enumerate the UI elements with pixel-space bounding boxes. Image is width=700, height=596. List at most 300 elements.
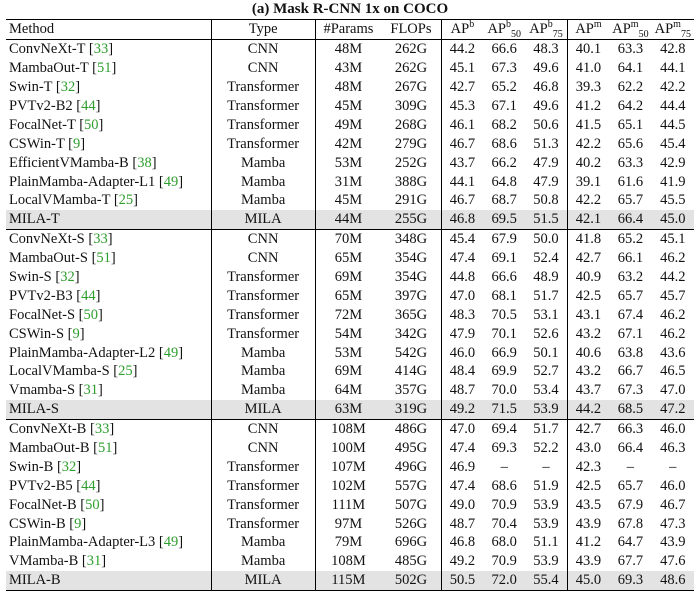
ap-b75-cell: 46.8 [533,79,559,96]
ap-b-cell: 49.0 [441,495,483,514]
method-cell: ConvNeXt-B [33] [6,419,211,438]
ap-b75-cell: 53.1 [533,306,559,323]
ap-b-cell: 44.1 [441,172,483,191]
ap-m50-cell: 66.3 [609,419,651,438]
ap-b50-cell: – [500,458,508,475]
method-cell: Swin-T [32] [9,79,81,96]
flops-cell: 485G [394,553,428,570]
type-cell: CNN [211,39,315,58]
ap-m50-cell: 65.6 [617,135,644,152]
flops-cell: 502G [381,571,441,590]
ap-m75-cell: 42.2 [660,79,686,96]
method-name: ConvNeXt-S [9,231,85,248]
ap-m-cell: 40.9 [567,268,609,287]
method-cell: CSWin-B [9] [9,515,87,532]
ap-m75-cell: 44.5 [660,116,686,133]
header-method: Method [6,20,211,40]
flops-cell: 557G [394,477,428,494]
method-name: LocalVMamba-T [9,192,111,209]
ap-m75-cell: 42.8 [660,41,686,58]
citation-link[interactable]: 49 [163,344,179,361]
ap-b75-cell: 53.9 [533,515,559,532]
ap-m75-cell: 47.0 [660,382,686,399]
flops-cell: 486G [381,419,441,438]
type-cell: MILA [211,400,315,419]
method-name: VMamba-B [9,553,79,570]
flops-cell: 397G [394,287,428,304]
header-ap-m75: $AP^m_{75}$ [652,20,694,40]
ap-b75-cell: 53.4 [533,382,559,399]
citation-link[interactable]: 9 [72,325,80,342]
method-name: Swin-S [9,269,52,286]
params-cell: 108M [315,419,381,438]
ap-b75-cell: 48.3 [533,41,559,58]
citation-link[interactable]: 50 [85,496,100,513]
type-cell: CNN [211,59,315,78]
method-cell: EfficientVMamba-B [38] [9,154,157,171]
ap-m75-cell: 41.9 [660,173,686,190]
ap-b-cell: 47.4 [441,476,483,495]
method-cell: FocalNet-B [50] [9,496,105,513]
header-ap-b75: $AP^b_{75}$ [525,20,567,40]
method-name: EfficientVMamba-B [9,154,129,171]
ap-b75-cell: 52.7 [533,363,559,380]
citation-link[interactable]: 33 [94,421,110,438]
ap-b50-cell: 66.6 [491,269,517,286]
table-row [6,39,694,58]
ap-b50-cell: 66.9 [491,344,517,361]
ap-m-cell: 40.6 [567,343,609,362]
type-cell: Transformer [211,78,315,97]
citation-link[interactable]: 50 [84,116,99,133]
ap-b-cell: 47.4 [441,439,483,458]
ap-m50-cell: 65.7 [617,192,644,209]
flops-cell: 291G [394,192,428,209]
ap-m75-cell: 42.9 [660,154,686,171]
citation-link[interactable]: 25 [118,363,133,380]
results-table [6,19,694,591]
method-cell: LocalVMamba-T [25] [9,192,139,209]
type-cell: Mamba [211,533,315,552]
table-row [6,439,694,458]
ap-m50-cell: 63.2 [617,269,644,286]
ap-m-cell: 42.7 [567,249,609,268]
ap-b50-cell: 70.9 [491,553,517,570]
method-cell: PVTv2-B2 [44] [9,98,101,114]
flops-cell: 354G [394,269,428,286]
citation-link[interactable]: 50 [83,306,99,323]
params-cell: 69M [315,268,381,287]
citation-link[interactable]: 32 [60,269,75,286]
ap-m-cell: 45.0 [567,571,609,590]
ap-b-cell: 48.3 [441,305,483,324]
ap-b-cell: 46.8 [441,210,483,229]
citation-link[interactable]: 25 [118,192,134,209]
ap-m50-cell: 67.7 [617,553,644,570]
type-cell: Mamba [211,191,315,210]
citation-link[interactable]: 51 [98,440,113,457]
params-cell: 111M [315,495,381,514]
method-cell: Swin-B [32] [9,458,82,475]
method-name: CSWin-B [9,515,66,532]
ap-b75-cell: 52.4 [533,250,559,267]
flops-cell: 279G [394,135,428,152]
method-cell: ConvNeXt-S [33] [6,229,211,248]
ap-m-cell: 41.8 [567,229,609,248]
ap-b75-cell: 53.9 [525,400,567,419]
table-row [6,400,694,419]
method-cell: CSWin-S [9] [9,325,85,342]
header-flops: FLOPs [381,20,441,40]
citation-link[interactable]: 32 [61,458,77,475]
table-row [6,97,694,116]
ap-b-cell: 47.0 [441,286,483,305]
ap-m-cell: 39.3 [567,78,609,97]
type-cell: Transformer [211,286,315,305]
method-cell: LocalVMamba-S [25] [9,363,138,380]
ap-b50-cell: 72.0 [483,571,525,590]
ap-m-cell: 42.7 [567,419,609,438]
table-row [6,419,694,438]
table-row [6,134,694,153]
header-type: Type [211,20,315,40]
ap-m75-cell: 46.0 [660,477,686,494]
type-cell: MILA [211,571,315,590]
flops-cell: 496G [394,458,428,475]
citation-link[interactable]: 9 [73,135,81,152]
params-cell: 64M [315,381,381,400]
citation-link[interactable]: 32 [60,79,76,96]
table-row [6,191,694,210]
method-cell: PlainMamba-Adapter-L3 [49] [9,534,184,551]
params-cell: 100M [315,439,381,458]
ap-m-cell: 42.2 [567,134,609,153]
header-ap-m50: $AP^m_{50}$ [609,20,651,40]
citation-link[interactable]: 31 [86,553,102,570]
flops-cell: 309G [394,98,428,114]
type-cell: Transformer [211,324,315,343]
flops-cell: 255G [381,210,441,229]
type-cell: Mamba [211,172,315,191]
citation-link[interactable]: 31 [83,382,99,399]
ap-b50-cell: 70.0 [491,382,517,399]
table-row [6,343,694,362]
header-ap-m: $AP^m$ [567,20,609,40]
type-cell: Transformer [211,268,315,287]
ap-b75-cell: 49.6 [533,98,559,114]
ap-m75-cell: 48.6 [652,571,694,590]
ap-b50-cell: 65.2 [491,79,517,96]
table-row [6,78,694,97]
ap-b50-cell: 70.4 [491,515,517,532]
type-cell: Transformer [211,457,315,476]
ap-b50-cell: 69.4 [483,419,525,438]
type-cell: Transformer [211,115,315,134]
ap-m75-cell: 46.3 [660,440,686,457]
ap-m75-cell: 47.6 [660,553,686,570]
method-name: MILA-B [9,572,61,589]
ap-m50-cell: 66.1 [617,250,644,267]
ap-m-cell: 43.9 [567,514,609,533]
ap-b75-cell: 49.6 [533,60,559,77]
citation-link[interactable]: 51 [96,250,111,267]
params-cell: 45M [315,191,381,210]
ap-b-cell: 46.8 [441,533,483,552]
ap-b75-cell: 51.5 [525,210,567,229]
ap-m-cell: 39.1 [567,172,609,191]
type-cell: CNN [211,439,315,458]
ap-m50-cell: 67.8 [617,515,644,532]
method-cell: VMamba-B [31] [9,553,107,570]
flops-cell: 507G [394,496,428,513]
table-row [6,552,694,571]
table-row [6,115,694,134]
ap-b50-cell: 68.7 [491,192,517,209]
citation-link[interactable]: 49 [163,534,179,551]
params-cell: 45M [315,97,381,116]
table-row [6,476,694,495]
ap-m75-cell: 44.2 [660,269,686,286]
method-cell: ConvNeXt-T [33] [9,41,114,58]
method-cell [6,210,211,229]
ap-m-cell: 40.2 [567,153,609,172]
ap-b-cell: 48.7 [441,514,483,533]
params-cell: 102M [315,476,381,495]
params-cell: 42M [315,134,381,153]
header-ap-b: $AP^b$ [441,20,483,40]
ap-m50-cell: 63.8 [617,344,644,361]
citation-link[interactable]: 9 [74,515,82,532]
ap-b50-cell: 68.2 [491,116,517,133]
ap-m75-cell: 44.4 [660,98,686,114]
citation-link[interactable]: 44 [81,287,96,304]
ap-b75-cell: 53.9 [533,496,559,513]
flops-cell: 495G [394,440,428,457]
method-name: PlainMamba-Adapter-L3 [9,534,156,551]
ap-m50-cell: 65.7 [617,287,644,304]
citation-link[interactable]: 33 [93,231,108,248]
ap-b50-cell: 68.0 [491,534,517,551]
params-cell: 43M [315,59,381,78]
method-name: FocalNet-T [9,116,76,133]
flops-cell: 526G [394,515,428,532]
flops-cell: 342G [394,325,428,342]
ap-m-cell: 43.7 [567,381,609,400]
ap-b50-cell: 67.1 [491,98,517,114]
ap-b50-cell: 69.9 [491,363,517,380]
ap-b-cell: 47.4 [441,249,483,268]
method-cell: PVTv2-B5 [44] [9,477,101,494]
ap-m50-cell: 61.6 [617,173,644,190]
ap-b-cell: 46.0 [441,343,483,362]
params-cell: 53M [315,343,381,362]
citation-link[interactable]: 44 [81,98,96,114]
ap-b75-cell: 52.2 [533,440,559,457]
ap-b75-cell: 55.4 [525,571,567,590]
ap-m50-cell: 64.2 [617,98,644,114]
method-name: PlainMamba-Adapter-L1 [9,173,156,190]
ap-b75-cell: 50.0 [525,229,567,248]
method-cell: Vmamba-S [31] [9,382,103,399]
method-cell: MambaOut-T [51] [9,60,117,77]
ap-b50-cell: 64.8 [491,173,517,190]
ap-b50-cell: 68.6 [491,477,517,494]
method-name: FocalNet-S [9,306,76,323]
method-name: PVTv2-B5 [9,477,73,494]
citation-link[interactable]: 33 [93,41,109,58]
params-cell: 54M [315,324,381,343]
ap-b50-cell: 69.3 [491,440,517,457]
method-name: MambaOut-T [9,60,89,77]
citation-link[interactable]: 44 [81,477,96,494]
ap-b-cell: 47.9 [441,324,483,343]
type-cell: MILA [211,210,315,229]
ap-m75-cell: 45.0 [652,210,694,229]
table-row [6,249,694,268]
ap-m75-cell: 44.1 [660,60,686,77]
method-cell: PlainMamba-Adapter-L1 [49] [9,173,184,190]
method-name: MambaOut-B [9,440,90,457]
ap-b75-cell: 50.6 [533,116,559,133]
ap-m-cell: 43.2 [567,324,609,343]
citation-link[interactable]: 51 [96,60,112,77]
method-name: CSWin-T [9,135,65,152]
ap-m75-cell: 46.2 [660,306,686,323]
params-cell: 108M [315,552,381,571]
method-cell: FocalNet-T [50] [9,116,104,133]
citation-link[interactable]: 49 [163,173,179,190]
type-cell: CNN [211,249,315,268]
ap-m75-cell: 46.0 [652,419,694,438]
type-cell: Mamba [211,381,315,400]
ap-b50-cell: 68.1 [491,287,517,304]
params-cell: 72M [315,305,381,324]
table-row [6,153,694,172]
ap-b-cell: 47.0 [441,419,483,438]
flops-cell: 262G [394,60,428,77]
table-row [6,286,694,305]
ap-m-cell: 43.2 [567,362,609,381]
ap-m75-cell: 43.6 [660,344,686,361]
table-row [6,229,694,248]
citation-link[interactable]: 38 [137,154,152,171]
params-cell: 49M [315,115,381,134]
type-cell: CNN [211,229,315,248]
ap-m-cell: 43.9 [567,552,609,571]
type-cell: Transformer [211,495,315,514]
ap-b-cell: 45.4 [441,229,483,248]
flops-cell: 319G [381,400,441,419]
method-name: PlainMamba-Adapter-L2 [9,344,156,361]
params-cell: 63M [315,400,381,419]
table-row [6,210,694,229]
ap-b50-cell: 71.5 [483,400,525,419]
ap-m50-cell: 67.9 [617,496,644,513]
ap-m-cell: 43.5 [567,495,609,514]
ap-b-cell: 44.8 [441,268,483,287]
ap-b75-cell: 50.1 [533,344,559,361]
ap-b-cell: 50.5 [441,571,483,590]
ap-m50-cell: 64.1 [617,60,644,77]
ap-b-cell: 46.7 [441,191,483,210]
params-cell: 53M [315,153,381,172]
table-row [6,571,694,590]
type-cell: Mamba [211,552,315,571]
params-cell: 31M [315,172,381,191]
ap-m-cell: 42.1 [567,210,609,229]
ap-m75-cell: 45.7 [660,287,686,304]
table-row [6,362,694,381]
method-cell: PVTv2-B3 [44] [9,287,101,304]
method-cell: CSWin-T [9] [9,135,86,152]
type-cell: CNN [211,419,315,438]
ap-b50-cell: 66.2 [491,154,517,171]
ap-m75-cell: 46.2 [660,325,686,342]
ap-b75-cell: 50.8 [533,192,559,209]
method-cell: PlainMamba-Adapter-L2 [49] [9,344,184,361]
ap-m50-cell: 65.1 [617,116,644,133]
flops-cell: 542G [394,344,428,361]
type-cell: Mamba [211,343,315,362]
ap-b75-cell: 51.3 [533,135,559,152]
params-cell: 65M [315,286,381,305]
ap-b75-cell: 47.9 [533,173,559,190]
ap-m75-cell: 46.2 [660,250,686,267]
ap-b-cell: 49.2 [441,552,483,571]
method-cell: FocalNet-S [50] [9,306,103,323]
ap-b-cell: 43.7 [441,153,483,172]
method-name: CSWin-S [9,325,65,342]
ap-b75-cell: 48.9 [533,269,559,286]
ap-m-cell: 42.2 [567,191,609,210]
ap-m-cell: 42.3 [567,457,609,476]
table-row [6,457,694,476]
ap-b-cell: 46.9 [441,457,483,476]
ap-b-cell: 45.3 [441,97,483,116]
table-row [6,305,694,324]
ap-m75-cell: 46.7 [660,496,686,513]
table-body [6,39,694,590]
method-name: MILA-T [9,211,60,228]
params-cell: 70M [315,229,381,248]
flops-cell: 388G [394,173,428,190]
ap-b50-cell: 69.1 [491,250,517,267]
ap-b75-cell: 51.1 [533,534,559,551]
method-cell [6,571,211,590]
flops-cell: 267G [394,79,428,96]
ap-m-cell: 42.5 [567,476,609,495]
ap-b-cell: 48.7 [441,381,483,400]
params-cell: 65M [315,249,381,268]
ap-m50-cell: 69.3 [609,571,651,590]
ap-m75-cell: 47.3 [660,515,686,532]
params-cell: 79M [315,533,381,552]
table-row [6,533,694,552]
params-cell: 115M [315,571,381,590]
method-name: Swin-T [9,79,53,96]
method-name: ConvNeXt-T [9,41,86,58]
params-cell: 107M [315,457,381,476]
ap-m50-cell: – [626,458,635,475]
ap-m-cell: 43.1 [567,305,609,324]
ap-b50-cell: 68.6 [491,135,517,152]
params-cell: 97M [315,514,381,533]
header-ap-b50: $AP^b_{50}$ [483,20,525,40]
ap-b50-cell: 70.9 [491,496,517,513]
params-cell: 44M [315,210,381,229]
ap-b75-cell: 51.7 [525,419,567,438]
method-name: FocalNet-B [9,496,77,513]
